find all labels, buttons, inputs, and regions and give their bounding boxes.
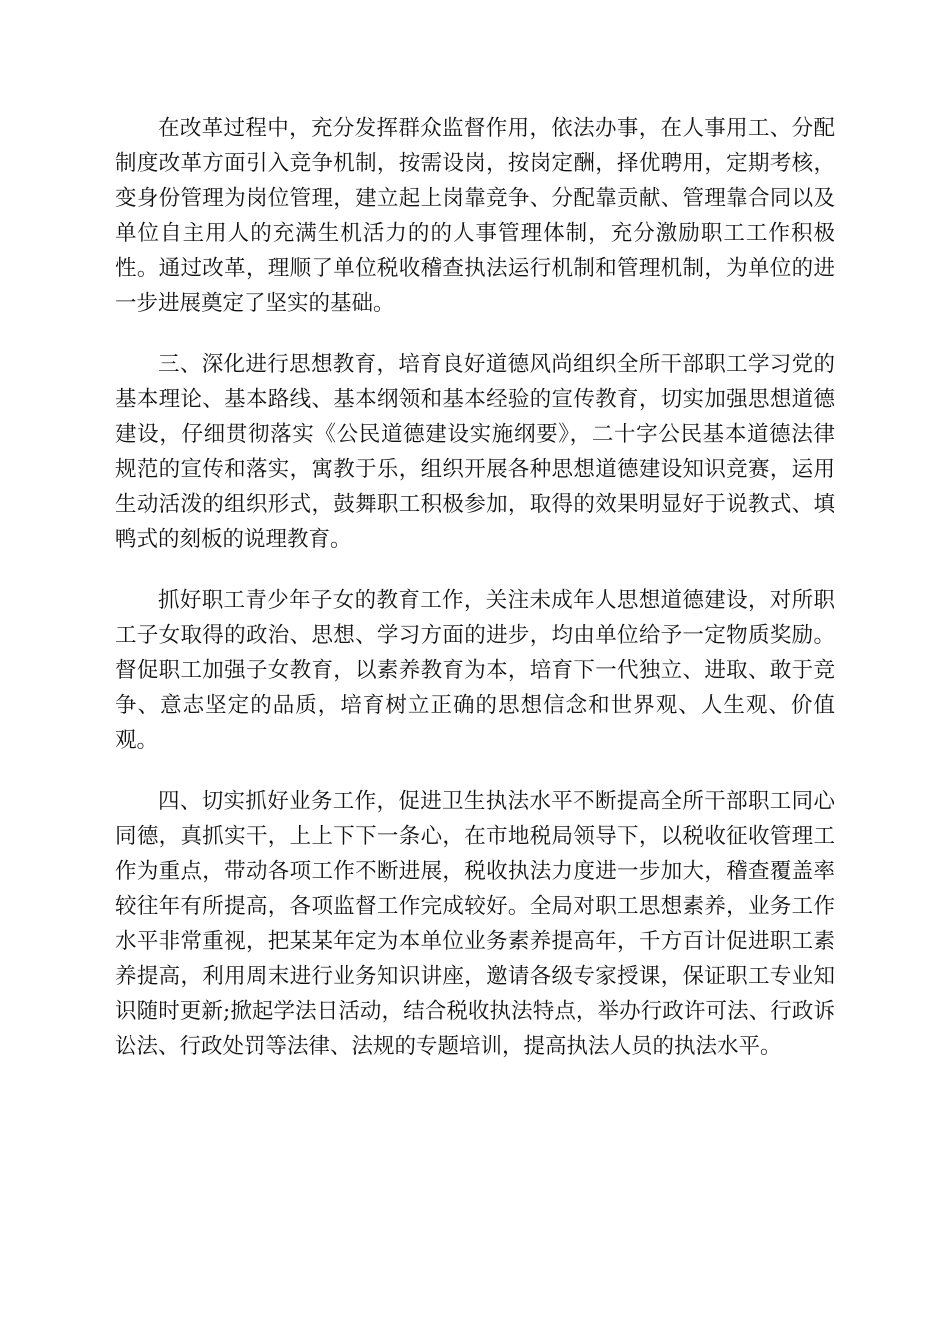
- paragraph-business-work: 四、切实抓好业务工作，促进卫生执法水平不断提高全所干部职工同心同德，真抓实干，上上下下一条心，在市地税局领导下，以税收征收管理工作为重点，带动各项工作不断进展，税收执法力度进一步加大，稽查覆盖率较往年有所提高，各项监督工作完成较好。全局对职工思想素养，业务工作水平非常重视，把某某年定为本单位业务素养提高年，千方百计促进职工素养提高，利用周末进行业务知识讲座，邀请各级专家授课，保证职工专业知识随时更新;掀起学法日活动，结合税收执法特点，举办行政许可法、行政诉讼法、行政处罚等法律、法规的专题培训，提高执法人员的执法水平。: [115, 789, 835, 1059]
- paragraph-ideological-education: 三、深化进行思想教育，培育良好道德风尚组织全所干部职工学习党的基本理论、基本路线、基本纲领和基本经验的宣传教育，切实加强思想道德建设，仔细贯彻落实《公民道德建设实施纲要》，二十字公民基本道德法律规范的宣传和落实，寓教于乐，组织开展各种思想道德建设知识竞赛，运用生动活泼的组织形式，鼓舞职工积极参加，取得的效果明显好于说教式、填鸭式的刻板的说理教育。: [115, 352, 835, 552]
- document-body: [115, 111, 835, 1064]
- paragraph-reform-process: 在改革过程中，充分发挥群众监督作用，依法办事，在人事用工、分配制度改革方面引入竞争机制，按需设岗，按岗定酬，择优聘用，定期考核，变身份管理为岗位管理，建立起上岗靠竞争、分配靠贡献、管理靠合同以及单位自主用人的充满生机活力的的人事管理体制，充分激励职工工作积极性。通过改革，理顺了单位税收稽查执法运行机制和管理机制，为单位的进一步进展奠定了坚实的基础。: [115, 116, 835, 316]
- paragraph-children-education: 抓好职工青少年子女的教育工作，关注未成年人思想道德建设，对所职工子女取得的政治、思想、学习方面的进步，均由单位给予一定物质奖励。督促职工加强子女教育，以素养教育为本，培育下一代独立、进取、敢于竞争、意志坚定的品质，培育树立正确的思想信念和世界观、人生观、价值观。: [115, 588, 835, 753]
